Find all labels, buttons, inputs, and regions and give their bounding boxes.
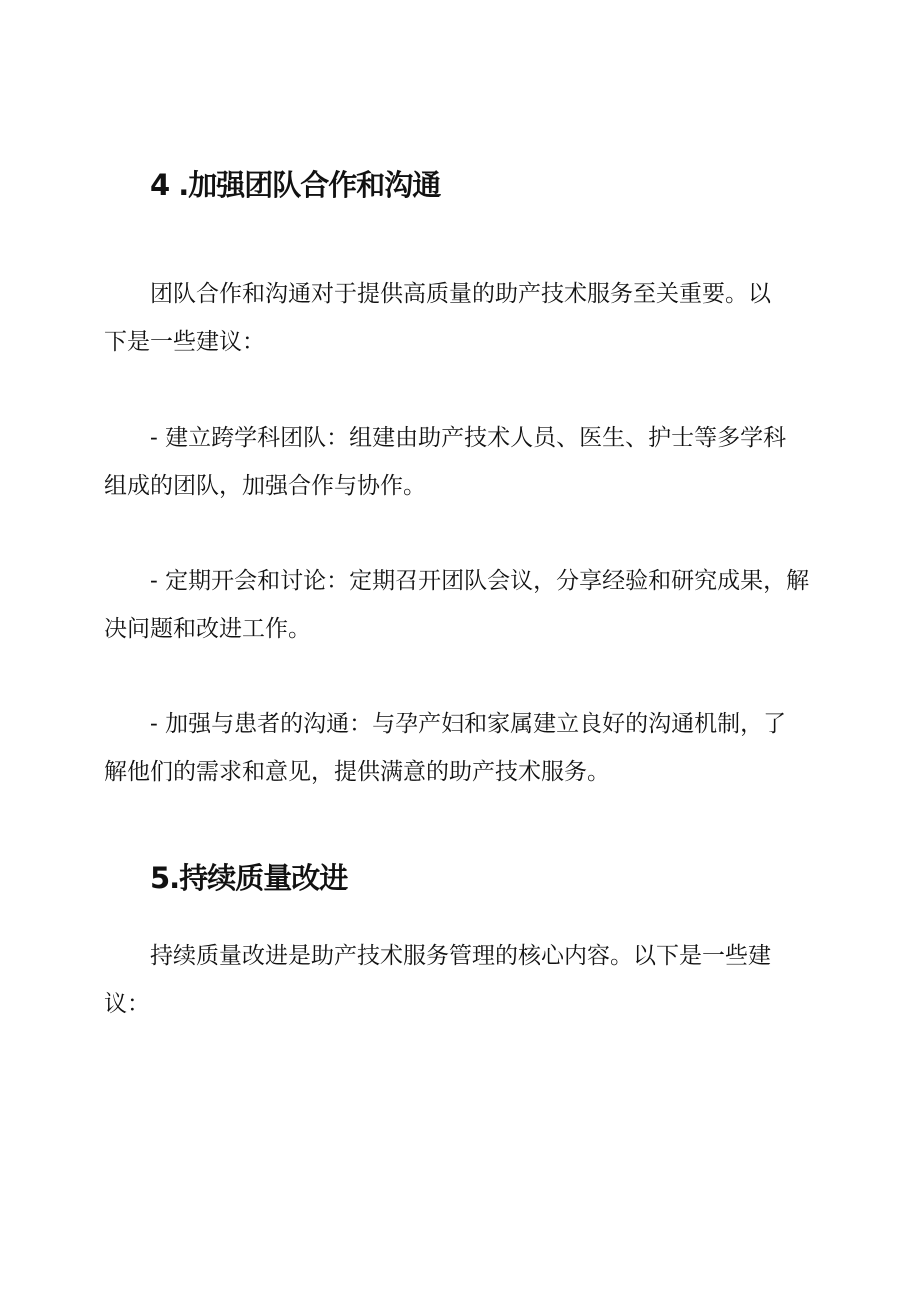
paragraph-line: - 定期开会和讨论：定期召开团队会议，分享经验和研究成果，解	[150, 568, 810, 594]
paragraph-line: - 加强与患者的沟通：与孕产妇和家属建立良好的沟通机制，了	[150, 711, 787, 737]
paragraph-line: 团队合作和沟通对于提供高质量的助产技术服务至关重要。以	[150, 281, 771, 307]
paragraph-line: 持续质量改进是助产技术服务管理的核心内容。以下是一些建	[150, 943, 771, 969]
list-item	[104, 414, 816, 510]
paragraph-line: 议：	[104, 991, 150, 1017]
section-5-intro	[104, 932, 816, 1028]
list-item	[104, 700, 816, 796]
paragraph-line: 解他们的需求和意见，提供满意的助产技术服务。	[104, 759, 610, 785]
paragraph-line: - 建立跨学科团队：组建由助产技术人员、医生、护士等多学科	[150, 425, 787, 451]
section-4-intro	[104, 270, 816, 366]
paragraph-line: 下是一些建议：	[104, 329, 265, 355]
list-item	[104, 557, 816, 653]
section-4-heading: 4 .加强团队合作和沟通	[150, 168, 441, 202]
paragraph-line: 组成的团队，加强合作与协作。	[104, 473, 426, 499]
paragraph-line: 决问题和改进工作。	[104, 616, 311, 642]
section-5-heading: 5.持续质量改进	[150, 861, 348, 895]
